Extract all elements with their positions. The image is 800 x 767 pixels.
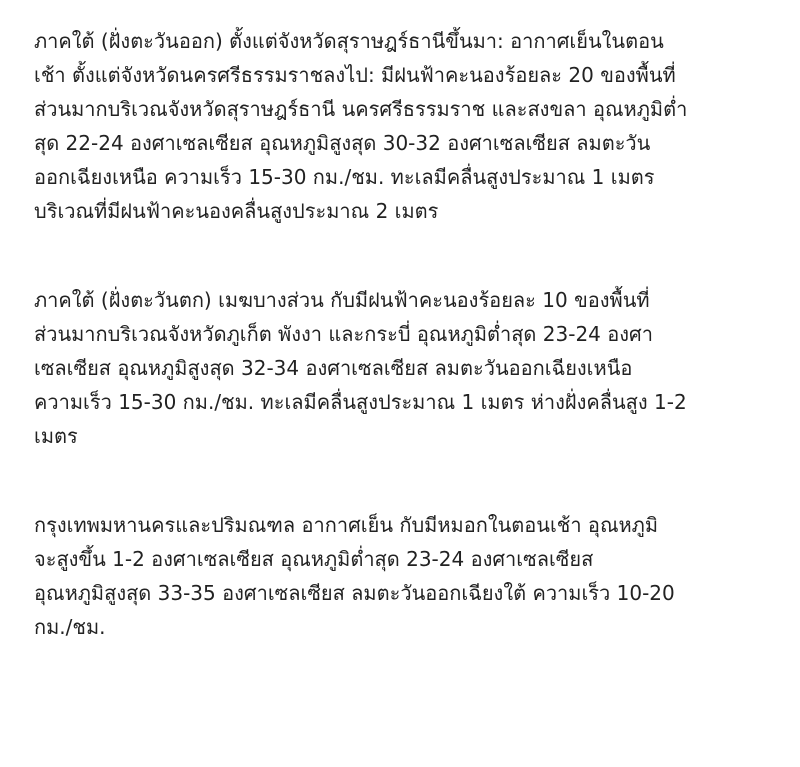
- text-line: เช้า ตั้งแต่จังหวัดนครศรีธรรมราชลงไป: มีฝนฟ้าคะนองร้อยละ 20 ของพื้นที่: [34, 63, 676, 87]
- text-line: ภาคใต้ (ฝั่งตะวันตก) เมฆบางส่วน กับมีฝนฟ้าคะนองร้อยละ 10 ของพื้นที่: [34, 288, 650, 312]
- text-line: เซลเซียส อุณหภูมิสูงสุด 32-34 องศาเซลเซียส ลมตะวันออกเฉียงเหนือ: [34, 356, 633, 380]
- forecast-document: [34, 24, 784, 699]
- text-line: สุด 22-24 องศาเซลเซียส อุณหภูมิสูงสุด 30-32 องศาเซลเซียส ลมตะวัน: [34, 131, 651, 155]
- text-line: ภาคใต้ (ฝั่งตะวันออก) ตั้งแต่จังหวัดสุราษฎร์ธานีขึ้นมา: อากาศเย็นในตอน: [34, 29, 664, 53]
- text-line: บริเวณที่มีฝนฟ้าคะนองคลื่นสูงประมาณ 2 เมตร: [34, 199, 439, 223]
- text-line: เมตร: [34, 424, 78, 448]
- text-line: จะสูงขึ้น 1-2 องศาเซลเซียส อุณหภูมิต่ำสุด 23-24 องศาเซลเซียส: [34, 547, 594, 571]
- text-line: อุณหภูมิสูงสุด 33-35 องศาเซลเซียส ลมตะวันออกเฉียงใต้ ความเร็ว 10-20: [34, 581, 675, 605]
- text-line: ส่วนมากบริเวณจังหวัดสุราษฎร์ธานี นครศรีธรรมราช และสงขลา อุณหภูมิต่ำ: [34, 97, 688, 121]
- forecast-south-west: [34, 283, 784, 453]
- text-line: กรุงเทพมหานครและปริมณฑล อากาศเย็น กับมีหมอกในตอนเช้า อุณหภูมิ: [34, 513, 659, 537]
- text-line: ออกเฉียงเหนือ ความเร็ว 15-30 กม./ชม. ทะเลมีคลื่นสูงประมาณ 1 เมตร: [34, 165, 655, 189]
- text-line: ความเร็ว 15-30 กม./ชม. ทะเลมีคลื่นสูงประมาณ 1 เมตร ห่างฝั่งคลื่นสูง 1-2: [34, 390, 687, 414]
- text-line: ส่วนมากบริเวณจังหวัดภูเก็ต พังงา และกระบี่ อุณหภูมิต่ำสุด 23-24 องศา: [34, 322, 653, 346]
- text-line: กม./ชม.: [34, 615, 106, 639]
- forecast-south-east: [34, 24, 784, 228]
- forecast-bangkok: [34, 508, 784, 644]
